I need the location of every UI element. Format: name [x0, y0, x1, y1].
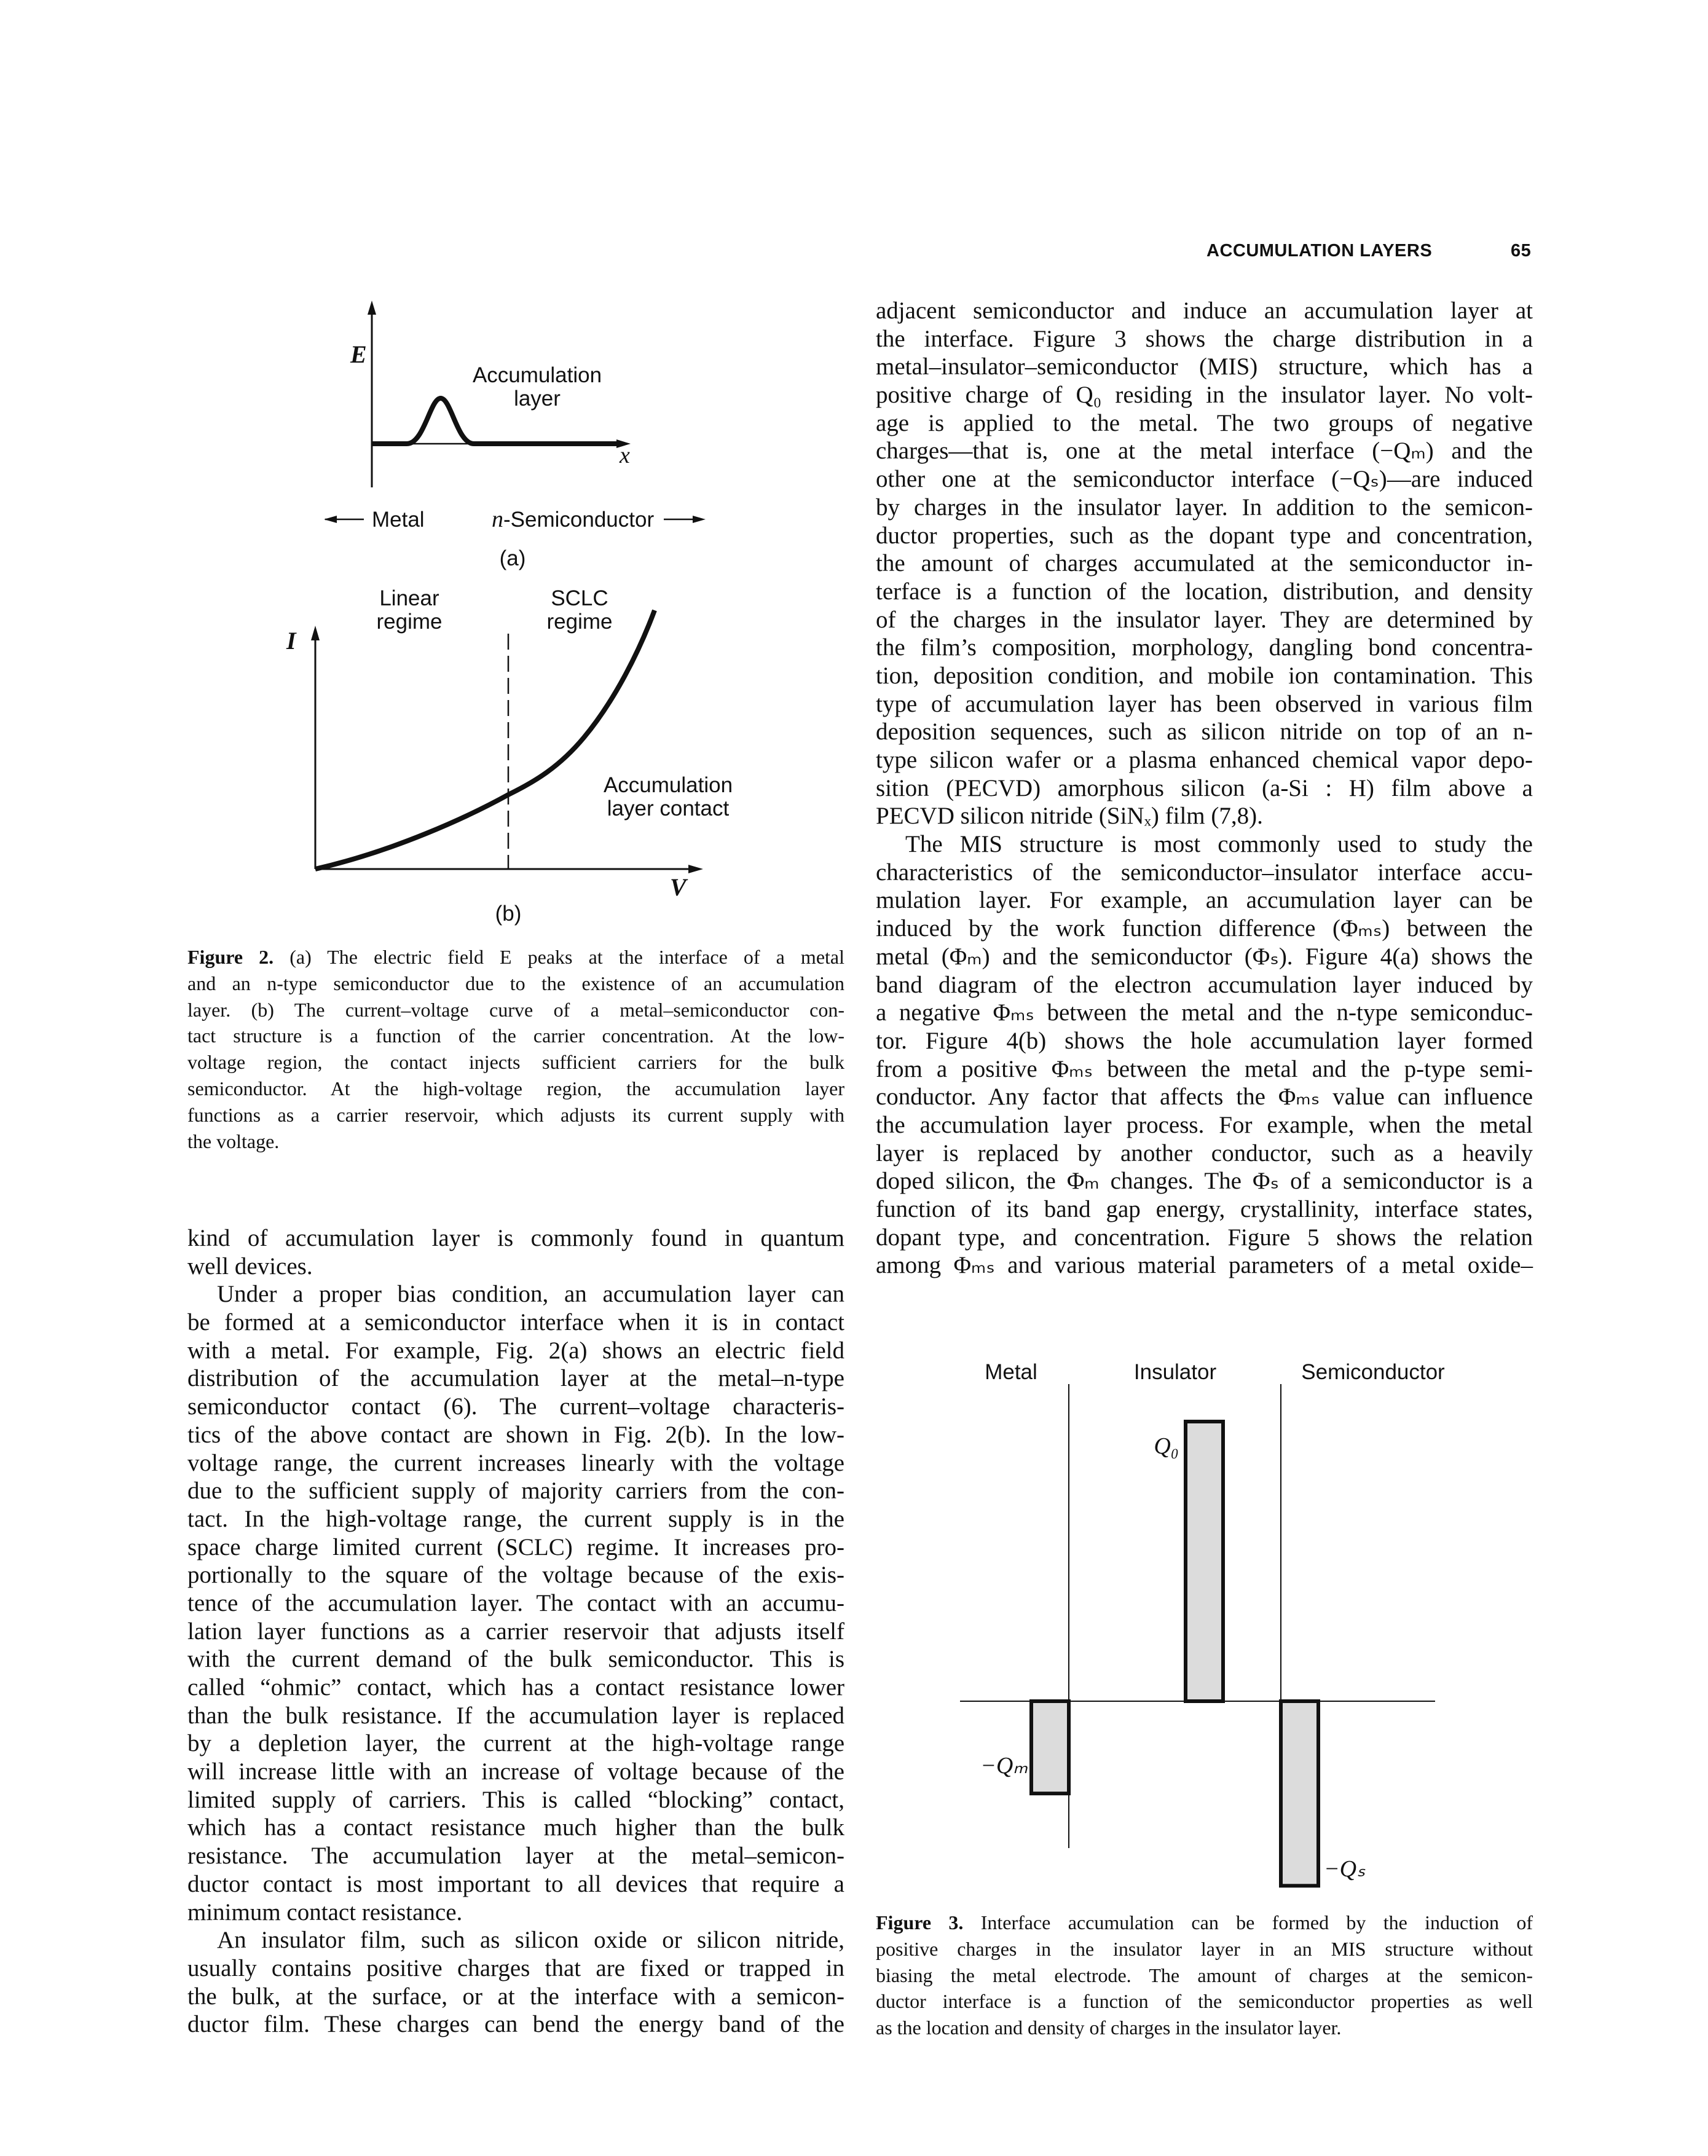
text-line [876, 1910, 1533, 1936]
text-line: type of accumulation layer has been observed in various film [876, 690, 1533, 717]
charge-bar-qs [1281, 1701, 1318, 1886]
text-line: space charge limited current (SCLC) regime. It increases pro- [187, 1533, 844, 1560]
metal-label: Metal [372, 508, 425, 532]
text-line: function of its band gap energy, crystallinity, interface states, [876, 1196, 1533, 1222]
text-line: charges—that is, one at the metal interface (−Qₘ) and the [876, 438, 1533, 465]
q0-label: Q₀ [1154, 1433, 1179, 1459]
text-line: ductor interface is a function of the semiconductor properties as well [876, 1990, 1533, 2013]
text-line: The MIS structure is most commonly used to study the [905, 831, 1533, 858]
text-line: layer is replaced by another conductor, such as a heavily [876, 1139, 1533, 1167]
text-line: usually contains positive charges that are fixed or trapped in [187, 1954, 844, 1981]
contact-label-2: layer contact [607, 797, 730, 820]
sclc-label: SCLC [551, 586, 608, 610]
iv-curve [315, 610, 655, 869]
text-line: a negative Φₘₛ between the metal and the n-type semiconduc- [876, 999, 1533, 1026]
text-line [187, 944, 844, 970]
text-line: by charges in the insulator layer. In addition to the semicon- [876, 494, 1533, 521]
field-curve [372, 398, 618, 444]
text-line: from a positive Φₘₛ between the metal and the p-type semi- [876, 1055, 1533, 1082]
text-line: other one at the semiconductor interface (−Qₛ)—are induced [876, 466, 1533, 493]
text-line: deposition sequences, such as silicon nitride on top of an n- [876, 718, 1533, 746]
qm-label: −Qₘ [980, 1753, 1028, 1779]
qs-label: −Qₛ [1324, 1856, 1366, 1882]
text-line: voltage region, the contact injects sufficient carriers for the bulk [187, 1051, 844, 1074]
text-line: kind of accumulation layer is commonly found in quantum [187, 1225, 844, 1251]
arrow-right-icon [688, 865, 703, 873]
panel-b-label: (b) [495, 902, 522, 926]
v-axis-label: V [670, 873, 687, 901]
text-line: the film’s composition, morphology, dangling bond concentra- [876, 634, 1533, 661]
text-line: PECVD silicon nitride (SiNₓ) film (7,8). [876, 803, 1263, 830]
text-line: tor. Figure 4(b) shows the hole accumulation layer formed [876, 1027, 1533, 1054]
figure-2-caption [187, 944, 844, 1154]
text-line: the amount of charges accumulated at the semiconductor in- [876, 550, 1533, 577]
text-line: tact. In the high-voltage range, the current supply is in the [187, 1505, 844, 1532]
text-line: positive charges in the insulator layer in an MIS structure without [876, 1937, 1533, 1960]
arrow-left-icon [324, 516, 337, 523]
text-line: be formed at a semiconductor interface when it is in contact [187, 1309, 844, 1336]
contact-label: Accumulation [603, 773, 733, 797]
text-line: and an n-type semiconductor due to the existence of an accumulation [187, 972, 844, 994]
text-line: Under a proper bias condition, an accumulation layer can [217, 1281, 844, 1308]
panel-a-label: (a) [499, 546, 526, 570]
text-line: portionally to the square of the voltage because of the exis- [187, 1562, 844, 1589]
text-line: the accumulation layer process. For example, when the metal [876, 1111, 1533, 1138]
running-title: ACCUMULATION LAYERS [1206, 241, 1433, 261]
text-line: ductor film. These charges can bend the energy band of the [187, 2011, 844, 2038]
region-semiconductor: Semiconductor [1301, 1360, 1445, 1384]
text-line: the interface. Figure 3 shows the charge distribution in a [876, 325, 1533, 352]
charge-bar-qm [1031, 1701, 1069, 1793]
text-line: which has a contact resistance much higher than the bulk [187, 1814, 844, 1841]
figure-3-caption [876, 1910, 1533, 2041]
region-metal: Metal [985, 1360, 1037, 1384]
layer-label: layer [514, 387, 561, 411]
arrow-up-icon [368, 301, 376, 315]
text-line: tion, deposition condition, and mobile ion contamination. This [876, 662, 1533, 689]
page-number: 65 [1511, 241, 1532, 261]
text-line: tics of the above contact are shown in Fig. 2(b). In the low- [187, 1421, 844, 1448]
text-line: doped silicon, the Φₘ changes. The Φₛ of a semiconductor is a [876, 1168, 1533, 1195]
charge-bar-q0 [1186, 1422, 1223, 1701]
text-line: of the charges in the insulator layer. They are determined by [876, 606, 1533, 633]
e-axis-label: E [350, 340, 367, 368]
text-line: terface is a function of the location, distribution, and density [876, 578, 1533, 605]
text-line: layer. (b) The current–voltage curve of a metal–semiconductor con- [187, 998, 844, 1021]
text-line: An insulator film, such as silicon oxide or silicon nitride, [217, 1927, 844, 1954]
text-line: positive charge of Q₀ residing in the insulator layer. No volt- [876, 382, 1533, 409]
text-line: biasing the metal electrode. The amount of charges at the semicon- [876, 1964, 1533, 1986]
text-line: with a metal. For example, Fig. 2(a) shows an electric field [187, 1337, 844, 1364]
text-line: well devices. [187, 1253, 313, 1280]
text-line: adjacent semiconductor and induce an accumulation layer at [876, 297, 1533, 324]
text-line: metal (Φₘ) and the semiconductor (Φₛ). Figure 4(a) shows the [876, 943, 1533, 970]
text-line: ductor properties, such as the dopant type and concentration, [876, 522, 1533, 549]
text-line: sition (PECVD) amorphous silicon (a-Si : H) film above a [876, 774, 1533, 801]
text-line: functions as a carrier reservoir, which adjusts its current supply with [187, 1103, 844, 1126]
text-line: induced by the work function difference (Φₘₛ) between the [876, 915, 1533, 942]
text-line: by a depletion layer, the current at the high-voltage range [187, 1730, 844, 1757]
text-line: semiconductor contact (6). The current–voltage characteris- [187, 1393, 844, 1420]
semiconductor-label: n-Semiconductor [492, 506, 655, 532]
text-line: among Φₘₛ and various material parameters of a metal oxide– [876, 1252, 1533, 1279]
caption-label: Figure 2. [187, 946, 274, 968]
caption-label: Figure 3. [876, 1911, 964, 1934]
text-line: called “ohmic” contact, which has a contact resistance lower [187, 1674, 844, 1701]
right-column-text [876, 297, 1533, 1280]
text-line: with the current demand of the bulk semiconductor. This is [187, 1646, 844, 1673]
text-line: type silicon wafer or a plasma enhanced chemical vapor depo- [876, 747, 1533, 773]
text-line: will increase little with an increase of voltage because of the [187, 1758, 844, 1785]
caption-text: Interface accumulation can be formed by the induction of [963, 1911, 1533, 1934]
text-line: band diagram of the electron accumulation layer induced by [876, 971, 1533, 998]
text-line: resistance. The accumulation layer at the metal–semicon- [187, 1843, 844, 1870]
text-line: semiconductor. At the high-voltage region, the accumulation layer [187, 1077, 844, 1100]
figure-2b [311, 610, 703, 873]
figure-3 [960, 1384, 1435, 1886]
text-line: metal–insulator–semiconductor (MIS) structure, which has a [876, 353, 1533, 380]
text-line: dopant type, and concentration. Figure 5 shows the relation [876, 1224, 1533, 1251]
text-line: tence of the accumulation layer. The contact with an accumu- [187, 1589, 844, 1616]
text-line: the bulk, at the surface, or at the interface with a semicon- [187, 1983, 844, 2010]
text-line: due to the sufficient supply of majority carriers from the con- [187, 1477, 844, 1505]
text-line: the voltage. [187, 1130, 280, 1152]
text-line: than the bulk resistance. If the accumulation layer is replaced [187, 1702, 844, 1729]
text-line: conductor. Any factor that affects the Φₘₛ value can influence [876, 1084, 1533, 1111]
text-line: voltage range, the current increases linearly with the voltage [187, 1449, 844, 1476]
linear-regime-label: regime [376, 610, 443, 634]
i-axis-label: I [286, 627, 296, 655]
left-column-text [187, 1224, 844, 2039]
accumulation-label: Accumulation [472, 363, 602, 387]
arrow-up-icon [311, 626, 320, 640]
text-line: distribution of the accumulation layer at the metal–n-type [187, 1365, 844, 1392]
text-line: limited supply of carriers. This is called “blocking” contact, [187, 1786, 844, 1813]
region-insulator: Insulator [1133, 1360, 1217, 1384]
arrow-right-icon [693, 516, 706, 523]
caption-text: (a) The electric field E peaks at the interface of a metal [274, 946, 845, 968]
text-line: minimum contact resistance. [187, 1898, 463, 1926]
figure-2a [324, 301, 706, 523]
text-line: ductor contact is most important to all devices that require a [187, 1870, 844, 1897]
text-line: as the location and density of charges in the insulator layer. [876, 2016, 1342, 2039]
text-line: characteristics of the semiconductor–insulator interface accu- [876, 859, 1533, 886]
text-line: mulation layer. For example, an accumulation layer can be [876, 887, 1533, 914]
text-line: lation layer functions as a carrier reservoir that adjusts itself [187, 1618, 844, 1645]
text-line: tact structure is a function of the carrier concentration. At the low- [187, 1025, 844, 1047]
x-axis-label: x [620, 443, 630, 468]
sclc-regime-label: regime [546, 610, 613, 634]
linear-label: Linear [379, 586, 439, 610]
text-line: age is applied to the metal. The two groups of negative [876, 409, 1533, 436]
